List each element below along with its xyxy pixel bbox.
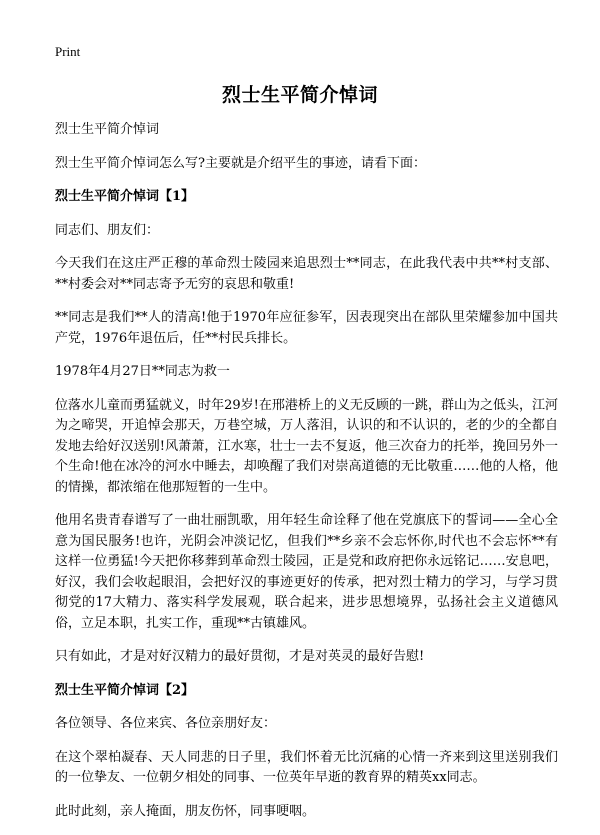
section-1-paragraph: 只有如此，才是对好汉精力的最好贯彻，才是对英灵的最好告慰! bbox=[55, 649, 425, 664]
section-1-paragraph: 同志们、朋友们： bbox=[55, 222, 160, 238]
section-1-paragraph: 位落水儿童而勇猛就义，时年29岁!在邢港桥上的义无反顾的一跳，群山为之低头，江河为之啼哭，开追悼会那天，万巷空城，万人落泪，认识的和不认识的，老的少的全都自发地去给好汉送别!风萧萧，江水寒，壮士一去不复返，他三次奋力的托举，挽回另外一个生命!他在冰冷的河水中睡去，却唤醒了我们对崇高道德的无比敬重……他的人格，他的情操，都浓缩在他那短暂的一生中。 bbox=[55, 397, 558, 495]
intro-text: 烈士生平简介悼词 bbox=[55, 122, 160, 137]
section-2-heading: 烈士生平简介悼词【2】 bbox=[55, 682, 195, 698]
section-1-paragraph: 他用名贵青春谱写了一曲壮丽凯歌，用年轻生命诠释了他在党旗底下的誓词——全心全意为国民服务!也许，光阴会冲淡记忆，但我们**乡亲不会忘怀你,时代也不会忘怀**有这样一位勇猛!今天把你移葬到革命烈士陵园，正是党和政府把你永远铭记……安息吧，好汉，我们会收起眼泪，会把好汉的事迹更好的传承，把对烈士精力的学习，与学习贯彻党的17大精力、落实科学发展观，联合起来，进步思想境界，弘扬社会主义道德风俗，立足本职，扎实工作，重现**古镇雄风。 bbox=[55, 513, 558, 631]
section-1-heading: 烈士生平简介悼词【1】 bbox=[55, 189, 195, 204]
section-1-paragraph: 今天我们在这庄严正穆的革命烈士陵园来追思烈士**同志，在此我代表中共**村支部、**村委会对**同志寄予无穷的哀思和敬重! bbox=[55, 256, 558, 292]
lead-text: 烈士生平简介悼词怎么写?主要就是介绍平生的事迹，请看下面： bbox=[55, 155, 426, 171]
print-link[interactable]: Print bbox=[55, 44, 81, 59]
section-1-paragraph: **同志是我们**人的清高!他于1970年应征参军，因表现突出在部队里荣耀参加中国共产党，1976年退伍后，任**村民兵排长。 bbox=[55, 310, 558, 346]
page-title: 烈士生平简介悼词 bbox=[221, 84, 378, 106]
section-2-paragraph: 各位领导、各位来宾、各位亲朋好友： bbox=[55, 716, 277, 731]
section-2-paragraph: 在这个翠柏凝春、天人同悲的日子里，我们怀着无比沉痛的心情一齐来到这里送别我们的一位挚友、一位朝夕相处的同事、一位英年早逝的教育界的精英xx同志。 bbox=[55, 749, 558, 785]
section-1-paragraph: 1978年4月27日**同志为救一 bbox=[55, 364, 230, 379]
section-2-paragraph: 此时此刻，亲人掩面，朋友伤怀，同事哽咽。 bbox=[55, 803, 316, 819]
document-body bbox=[55, 120, 558, 835]
